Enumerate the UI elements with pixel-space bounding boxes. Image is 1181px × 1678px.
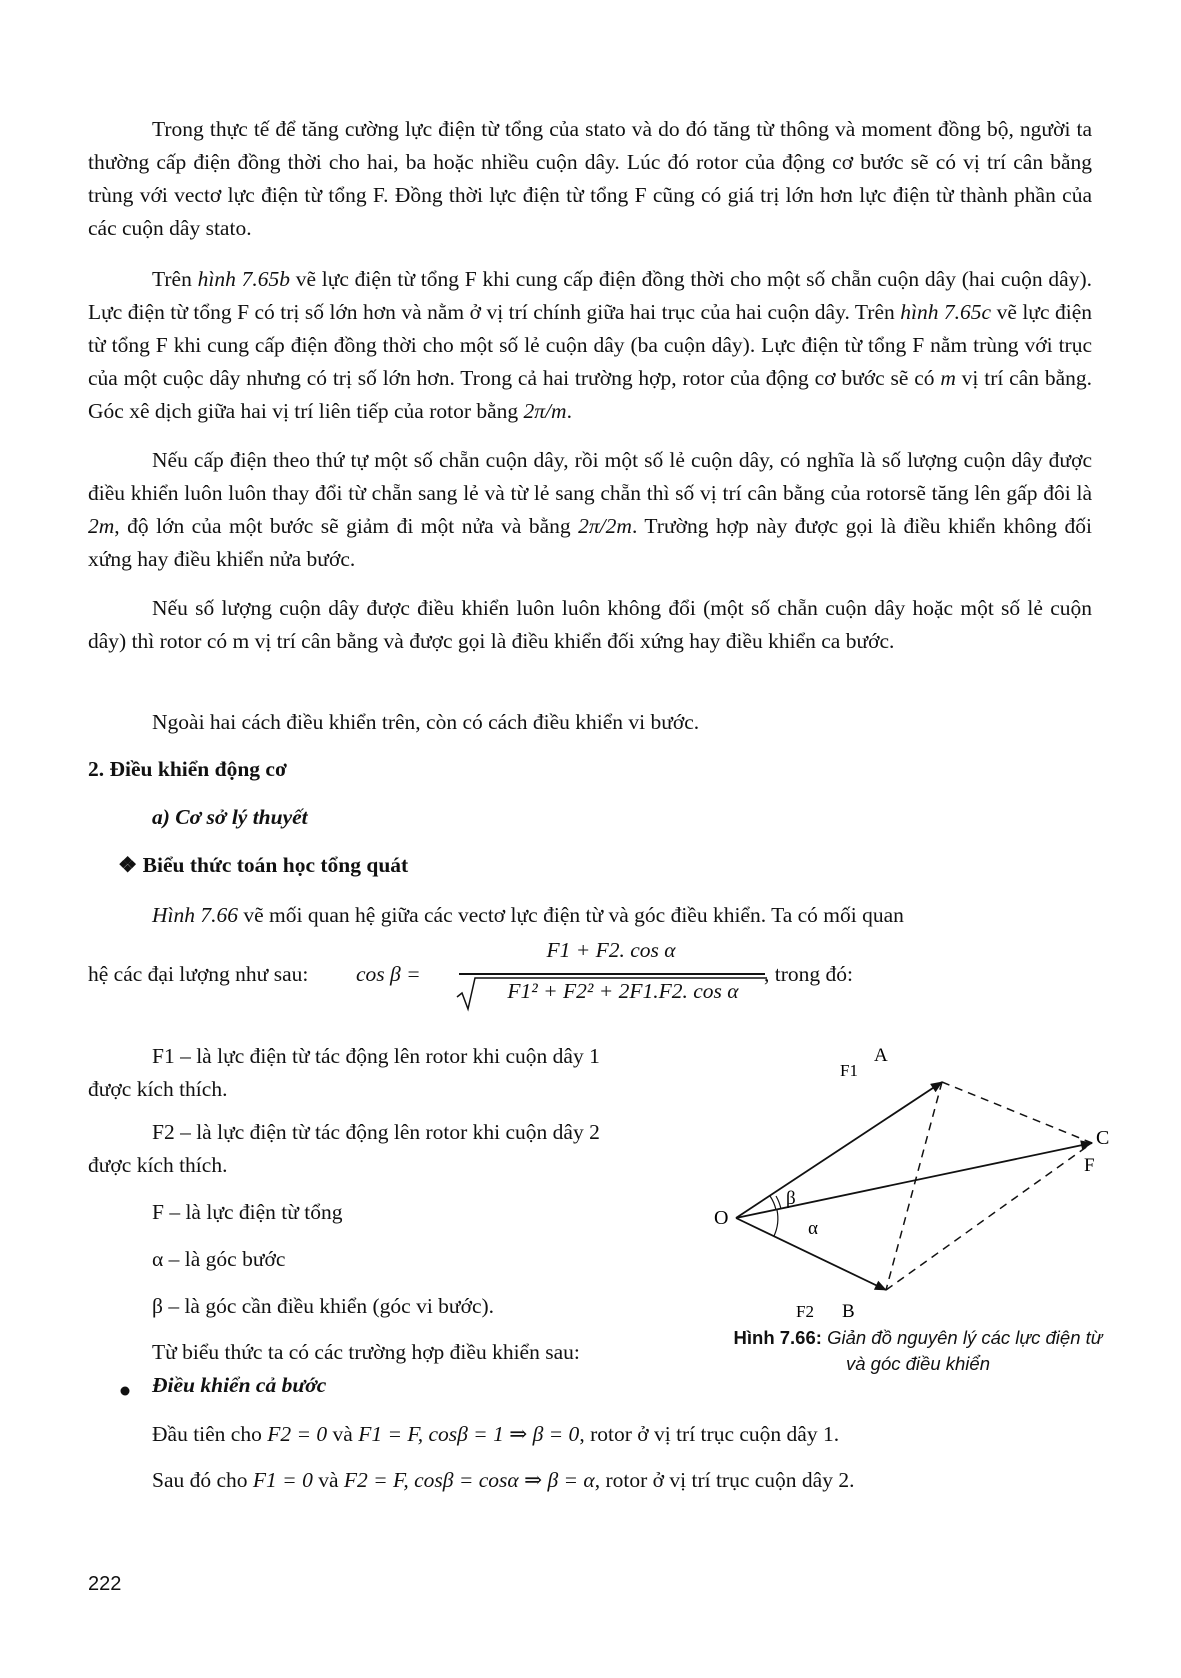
- vector-diagram: [700, 1040, 1120, 1320]
- expression-heading: ❖ Biểu thức toán học tổng quát: [118, 853, 409, 877]
- def-f1: F1 – là lực điện từ tác động lên rotor khi cuộn dây 1: [152, 1044, 600, 1068]
- label-beta: β: [786, 1188, 796, 1209]
- beta-arc: [770, 1196, 776, 1210]
- section-heading: 2. Điều khiển động cơ: [88, 757, 287, 781]
- step-1: Đầu tiên cho F2 = 0 và F1 = F, cosβ = 1 ⇒ β = 0, rotor ở vị trí trục cuộn dây 1.: [152, 1422, 840, 1446]
- paragraph-6: Hình 7.66 vẽ mối quan hệ giữa các vectơ lực điện từ và góc điều khiển. Ta có mối quan: [152, 903, 904, 927]
- paragraph-5: Ngoài hai cách điều khiển trên, còn có cách điều khiển vi bước.: [152, 710, 700, 734]
- figure-caption: Hình 7.66: Giản đồ nguyên lý các lực điện từ và góc điều khiển: [733, 1327, 1103, 1374]
- def-beta: β – là góc cần điều khiển (góc vi bước).: [152, 1294, 495, 1318]
- step-2: Sau đó cho F1 = 0 và F2 = F, cosβ = cosα ⇒ β = α, rotor ở vị trí trục cuộn dây 2.: [152, 1468, 855, 1492]
- def-f: F – là lực điện từ tổng: [152, 1200, 343, 1224]
- def-f2-cont: được kích thích.: [88, 1153, 228, 1177]
- label-b: B: [842, 1301, 855, 1320]
- figure-ref: Hình 7.66: [152, 903, 238, 927]
- dashed-ac: [942, 1082, 1092, 1143]
- subsection-heading: a) Cơ sở lý thuyết: [152, 805, 308, 829]
- alpha-arc: [774, 1210, 778, 1236]
- formula: [88, 938, 764, 1012]
- label-o: O: [714, 1207, 729, 1229]
- label-alpha: α: [808, 1218, 818, 1239]
- paragraph-4: Nếu số lượng cuộn dây được điều khiển luôn luôn không đổi (một số chẵn cuộn dây hoặc một số lẻ cuộn dây) thì rotor có m vị trí cân bằng và được gọi là điều khiển đối xứng hay điều khiển ca bước.: [88, 596, 1092, 653]
- paragraph-1: Trong thực tế để tăng cường lực điện từ tổng của stato và do đó tăng từ thông và moment đồng bộ, người ta thường cấp điện đồng thời cho hai, ba hoặc nhiều cuộn dây. Lúc đó rotor của động cơ bước sẽ có vị trí cân bằng trùng với vectơ lực điện từ tổng F. Đồng thời lực điện từ tổng F cũng có giá trị lớn hơn lực điện từ thành phần của các cuộn dây stato.: [88, 117, 1092, 240]
- cases-intro: Từ biểu thức ta có các trường hợp điều khiển sau:: [152, 1340, 580, 1364]
- label-f: F: [1084, 1155, 1095, 1176]
- bullet-title: Điều khiển cả bước: [152, 1373, 327, 1397]
- paragraph-2: Trên hình 7.65b vẽ lực điện từ tổng F khi cung cấp điện đồng thời cho một số chẵn cuộn dây (hai cuộn dây). Lực điện từ tổng F có trị số lớn hơn và nằm ở vị trí chính giữa hai trục của hai cuộn dây. Trên hình 7.65c vẽ lực điện từ tổng F khi cung cấp điện đồng thời cho một số lẻ cuộn dây (ba cuộn dây). Lực điện từ tổng F nằm trùng với trục của một cuộc dây nhưng có trị số lớn hơn. Trong cả hai trường hợp, rotor của động cơ bước sẽ có m vị trí cân bằng. Góc xê dịch giữa hai vị trí liên tiếp của rotor bằng 2π/m.: [88, 267, 1093, 423]
- def-alpha: α – là góc bước: [152, 1247, 286, 1271]
- formula-lhs: cos β =: [356, 962, 421, 986]
- formula-numerator: F1 + F2. cos α: [546, 938, 676, 962]
- figure-ref: hình 7.65b: [197, 267, 290, 291]
- paragraph-3: Nếu cấp điện theo thứ tự một số chẵn cuộn dây, rồi một số lẻ cuộn dây, có nghĩa là số lượng cuộn dây được điều khiển luôn luôn thay đổi từ chẵn sang lẻ và từ lẻ sang chẵn thì số vị trí cân bằng của rotorsẽ tăng lên gấp đôi là 2m, độ lớn của một bước sẽ giảm đi một nửa và bằng 2π/2m. Trường hợp này được gọi là điều khiển không đối xứng hay điều khiển nửa bước.: [88, 448, 1092, 571]
- def-f2: F2 – là lực điện từ tác động lên rotor khi cuộn dây 2: [152, 1120, 600, 1144]
- bullet-dot-icon: [118, 1384, 132, 1398]
- formula-denominator: F1² + F2² + 2F1.F2. cos α: [507, 979, 739, 1003]
- figure-ref: hình 7.65c: [900, 300, 992, 324]
- def-f1-cont: được kích thích.: [88, 1077, 228, 1101]
- label-f1: F1: [840, 1061, 858, 1080]
- page-number: 222: [88, 1573, 122, 1595]
- label-a: A: [874, 1045, 888, 1066]
- label-f2: F2: [796, 1302, 814, 1320]
- beta-arc-2: [776, 1196, 781, 1209]
- formula-line: hệ các đại lượng như sau: cos β = F1 + F2. cos α F1² + F2² + 2F1.F2. cos α , trong đó:: [88, 942, 1092, 1012]
- label-c: C: [1096, 1127, 1110, 1149]
